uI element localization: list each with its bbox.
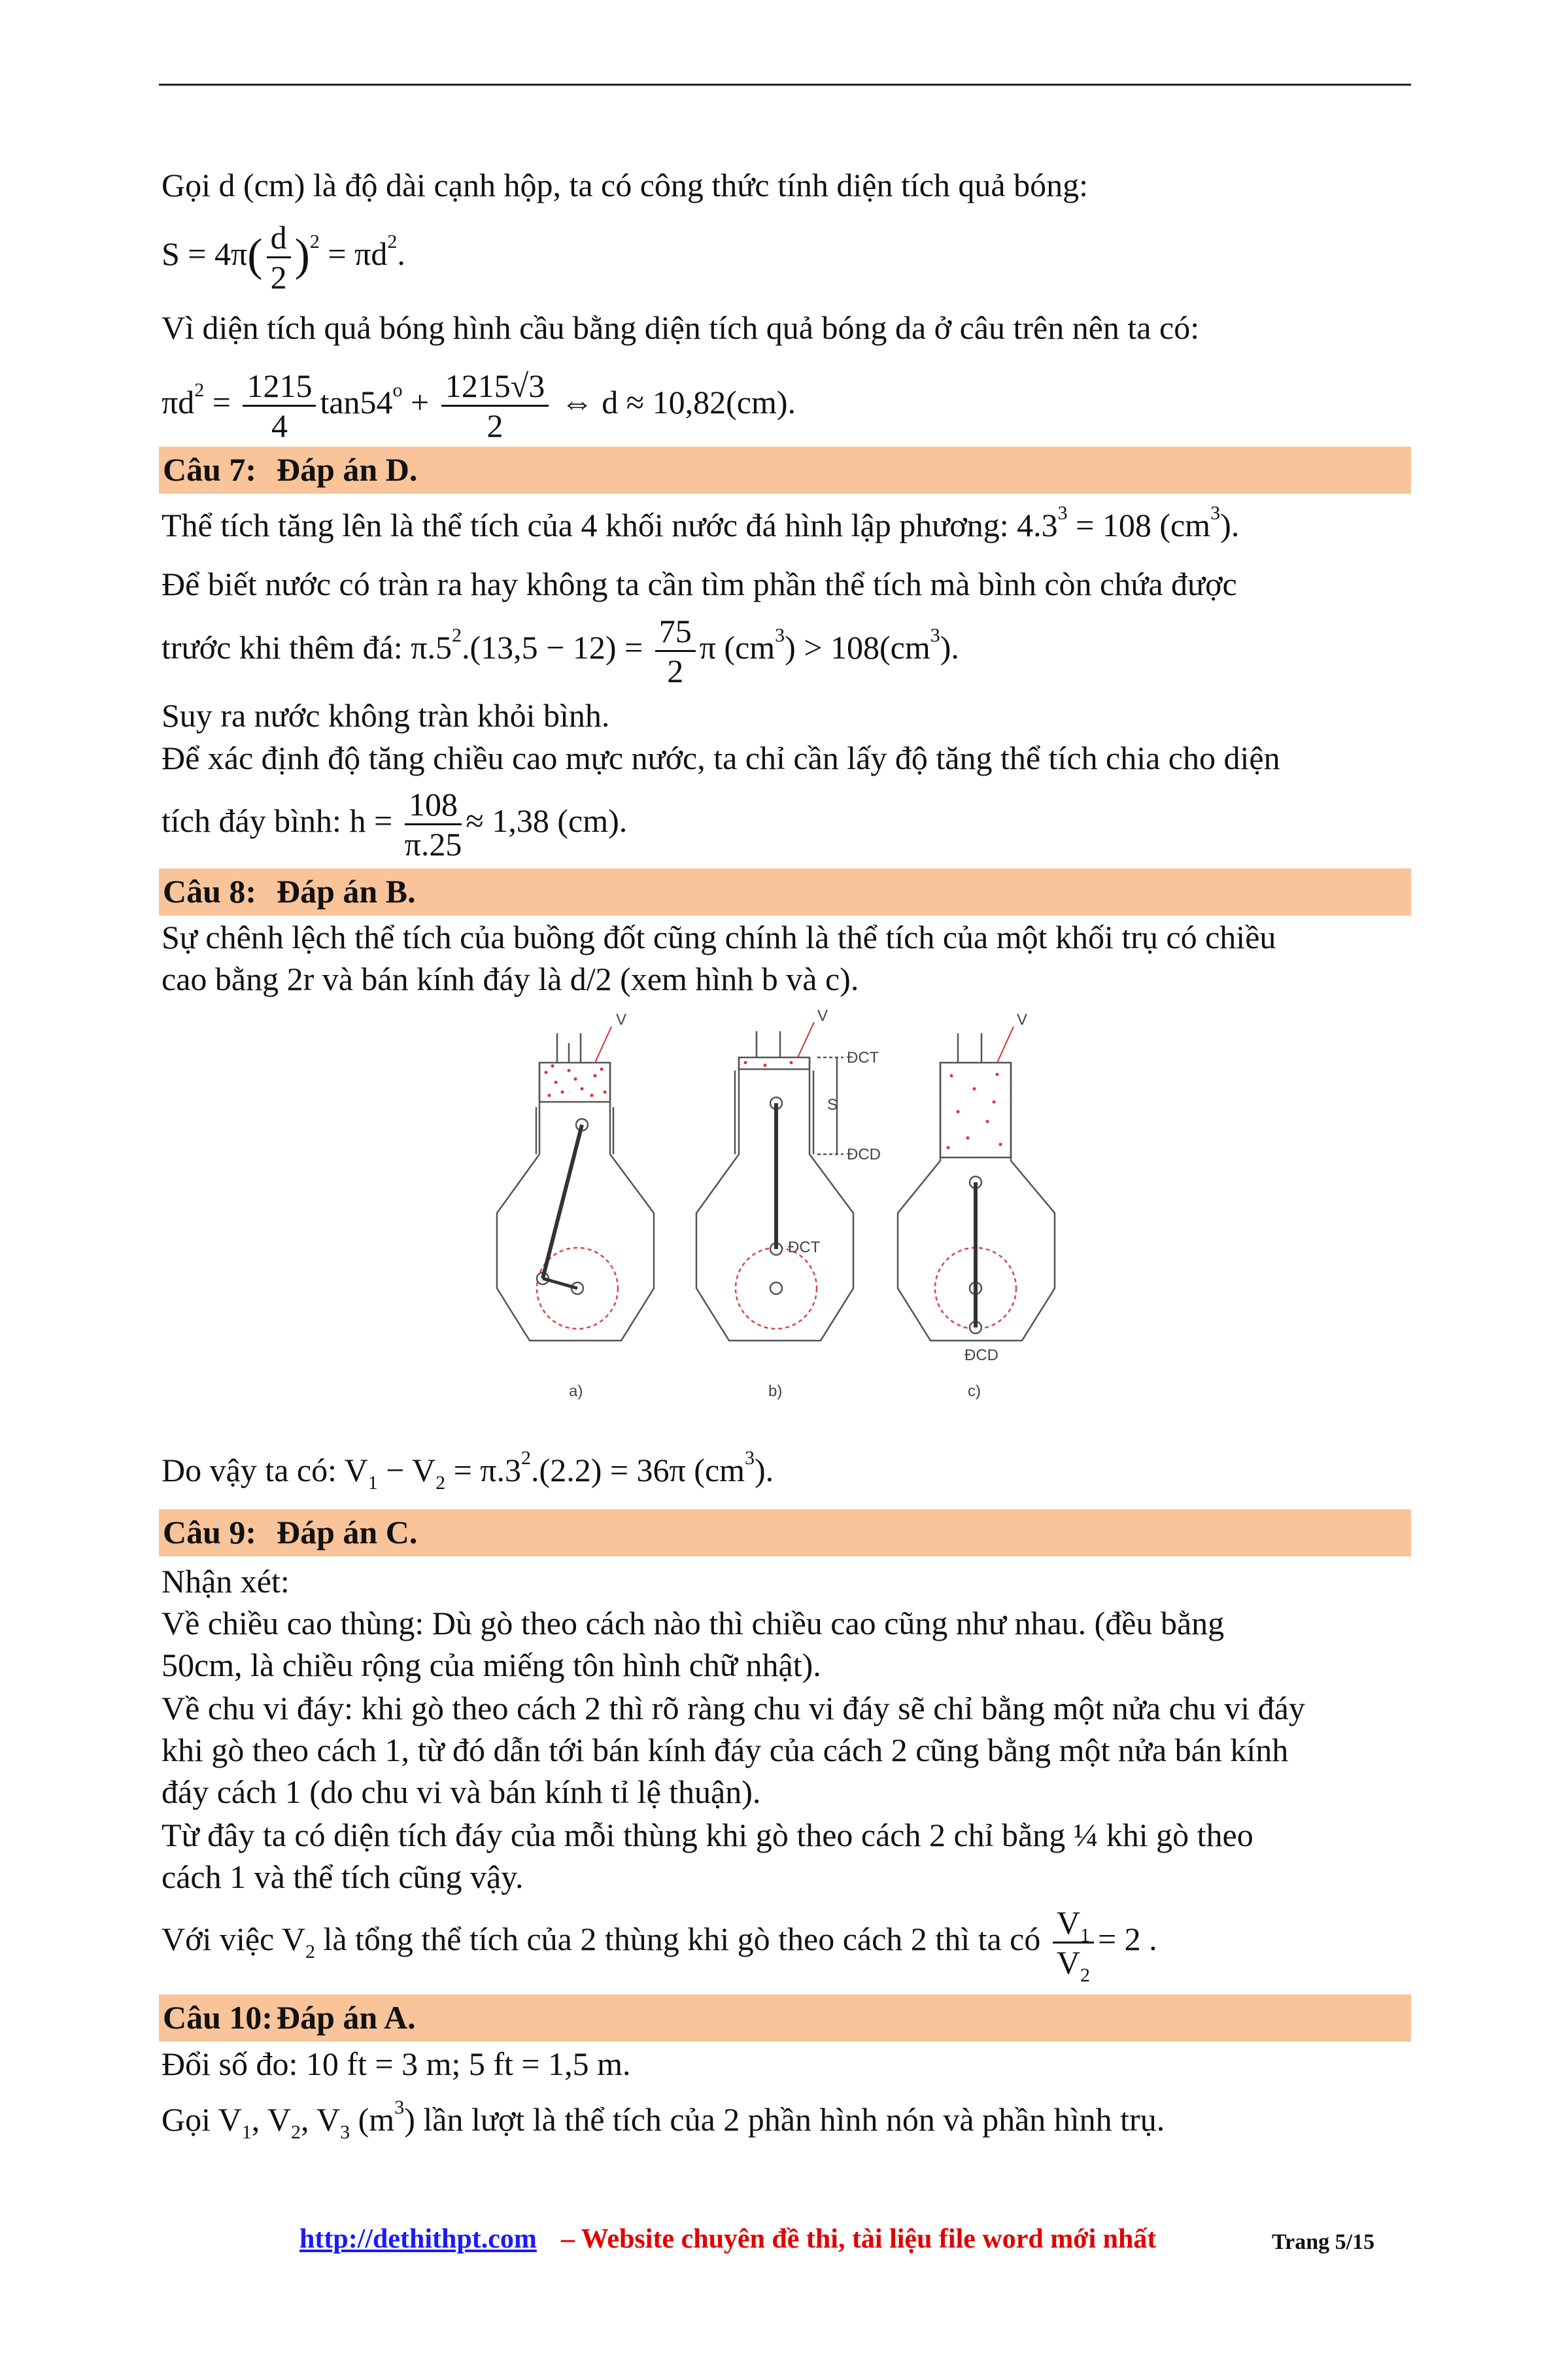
c10-l2-d: , V <box>300 2101 341 2138</box>
formula-d-f1-den: 4 <box>271 407 288 445</box>
figure-label-c: c) <box>968 1382 981 1400</box>
figure-dct-label: ĐCT <box>788 1239 821 1256</box>
c10-l2-s1: 1 <box>241 2121 252 2143</box>
c7-l6-num: 108 <box>405 785 462 825</box>
c7-line1: Thể tích tăng lên là thể tích của 4 khối nước đá hình lập phương: $4.3^3 = 108$ $(cm^3)$. <box>162 502 1240 543</box>
cau8-label: Câu 8: <box>163 873 257 910</box>
c10-line1: Đổi số đo: 10 ft = 3 m; 5 ft = 1,5 m. <box>162 2046 631 2082</box>
c7-l3-c: .(13,5 − 12) = <box>461 629 643 666</box>
cau7-header <box>159 447 1411 494</box>
c7-l1-end: ). <box>1220 507 1240 543</box>
page-number: Trang 5/15 <box>1272 2230 1375 2254</box>
formula-s-rhs-pow: 2 <box>387 231 398 252</box>
formula-d-deg: o <box>392 379 403 401</box>
formula-s: S = 4π( $\frac{d}{2}$ )$^2 = \pi d^2$. <box>162 219 405 296</box>
engine-c <box>898 1027 1055 1341</box>
cau9-header <box>159 1509 1411 1556</box>
figure-v-c: V <box>1017 1011 1028 1029</box>
cau8-answer: Đáp án B. <box>277 873 416 910</box>
cau10-answer: Đáp án A. <box>277 1999 416 2036</box>
formula-d <box>162 356 796 448</box>
c9-line8: cách 1 và thể tích cũng vậy. <box>162 1859 524 1895</box>
figure-v-a: V <box>616 1011 627 1029</box>
c9-l9-den: V <box>1056 1944 1080 1981</box>
figure-label-a: a) <box>569 1382 583 1400</box>
footer-link[interactable]: http://dethithpt.com <box>299 2224 537 2254</box>
formula-s-num: d <box>267 218 291 258</box>
c8-l3-b-sub: 1 <box>367 1472 378 1494</box>
footer-tagline: – Website chuyên đề thi, tài liệu file word mới nhất <box>561 2224 1157 2254</box>
c9-line6: đáy cách 1 (do chu vi và bán kính tỉ lệ thuận). <box>162 1773 761 1810</box>
c9-line9 <box>162 1893 1157 1985</box>
c7-l6-a: tích đáy bình: <box>162 802 341 839</box>
c8-l3-c-sub: 2 <box>435 1472 446 1494</box>
c9-line7: Từ đây ta có diện tích đáy của mỗi thùng khi gò theo cách 2 chỉ bằng ¼ khi gò theo <box>162 1817 1253 1853</box>
cau10-label: Câu 10: <box>163 1999 273 2036</box>
c7-l1-rest: = 108 (cm <box>1067 507 1211 543</box>
c7-l3-d: π (cm <box>699 629 775 666</box>
formula-d-plus: + <box>411 384 430 420</box>
c7-l1-math: 4.3 <box>1017 507 1058 543</box>
c8-l3-e-pow: 3 <box>745 1447 755 1469</box>
figure-dcd-mark: ĐCD <box>847 1146 881 1163</box>
c8-line2: cao bằng 2r và bán kính đáy là d/2 (xem hình b và c). <box>162 961 859 997</box>
engine-body-a <box>497 1063 654 1341</box>
cau7-answer: Đáp án D. <box>277 451 418 488</box>
c7-l6-den: π.25 <box>404 826 462 863</box>
cau7-label: Câu 7: <box>163 451 257 488</box>
c10-line2 <box>162 2097 1165 2143</box>
figure-s: S <box>827 1096 838 1114</box>
c7-l3-den: 2 <box>667 653 684 690</box>
c8-line1: Sự chênh lệch thể tích của buồng đốt cũng chính là thể tích của một khối trụ có chiều <box>162 919 1276 955</box>
c8-l3-b: V <box>344 1452 368 1488</box>
engine-b <box>696 1022 853 1341</box>
formula-d-lhs-pow: 2 <box>194 379 205 401</box>
c9-l9-den-sub: 2 <box>1080 1964 1090 1987</box>
engine-diagram <box>471 997 1099 1416</box>
figure-dct-top: ĐCT <box>847 1049 879 1067</box>
c9-l9-b: V <box>281 1921 305 1957</box>
c10-l2-b: V <box>218 2101 242 2138</box>
c7-l3-e: ) > 108(cm <box>785 629 930 666</box>
c8-l3-d: = π.3 <box>445 1452 522 1488</box>
formula-s-end: . <box>397 235 405 272</box>
formula-s-lhs: S = 4π <box>162 235 248 272</box>
formula-s-den: 2 <box>270 259 287 296</box>
c9-l9-a: Với việc <box>162 1921 275 1957</box>
c9-l9-b-sub: 2 <box>305 1941 315 1962</box>
c10-l2-g: lần lượt là thể tích của 2 phần hình nón và phần hình trụ. <box>423 2101 1165 2138</box>
c9-l9-d: = 2 . <box>1097 1921 1157 1957</box>
c8-line3 <box>162 1447 774 1494</box>
formula-d-f1-num: 1215 <box>243 367 316 407</box>
c7-l3-b: π.5 <box>411 629 452 666</box>
formula-d-rhs: ⇔ d ≈ 10,82(cm). <box>560 384 796 420</box>
c7-l6-c: ≈ 1,38 (cm). <box>466 802 628 839</box>
c8-l3-a: Do vậy ta có: <box>162 1452 337 1488</box>
c7-line3: trước khi thêm đá: $\pi.5^2.(13,5 - 12)$ = $\frac{75}{2}$ π $(cm^3) > 108(cm^3)$. <box>162 613 959 690</box>
c7-line4: Suy ra nước không tràn khỏi bình. <box>162 697 610 734</box>
formula-d-eq: = <box>212 384 231 420</box>
c10-l2-s3: 3 <box>340 2121 350 2143</box>
c10-l2-c: , V <box>251 2101 291 2138</box>
c7-l1-pow: 3 <box>1057 502 1068 524</box>
c7-l3-num: 75 <box>655 612 696 652</box>
c8-l3-f: ). <box>755 1452 774 1488</box>
cau9-answer: Đáp án C. <box>277 1514 418 1550</box>
c10-l2-s2: 2 <box>290 2121 301 2143</box>
piston-b <box>739 1057 810 1069</box>
c9-line5: khi gò theo cách 1, từ đó dẫn tới bán kính đáy của cách 2 cũng bằng một nửa bán kính <box>162 1732 1289 1768</box>
c9-l9-num: V <box>1056 1904 1080 1942</box>
c9-l9-num-sub: 1 <box>1080 1925 1090 1947</box>
c10-l2-e: (m <box>350 2101 395 2138</box>
intro-line: Gọi d (cm) là độ dài cạnh hộp, ta có công thức tính diện tích quả bóng: <box>162 167 1089 203</box>
cau8-header <box>159 868 1411 916</box>
c9-line1: Nhận xét: <box>162 1563 290 1600</box>
c7-l1-text: Thể tích tăng lên là thể tích của 4 khối nước đá hình lập phương: <box>162 507 1009 543</box>
c7-line2: Để biết nước có tràn ra hay không ta cần tìm phần thể tích mà bình còn chứa được <box>162 566 1237 602</box>
c7-line5: Để xác định độ tăng chiều cao mực nước, ta chỉ cần lấy độ tăng thể tích chia cho diện <box>162 740 1280 776</box>
c9-l9-c: là tổng thể tích của 2 thùng khi gò theo cách 2 thì ta có <box>323 1921 1041 1957</box>
c8-l3-d-pow: 2 <box>521 1447 532 1469</box>
figure-label-b: b) <box>768 1382 783 1400</box>
c7-line6 <box>162 775 627 866</box>
cau9-label: Câu 9: <box>163 1514 257 1550</box>
formula-d-f2-num: 1215√3 <box>441 367 549 407</box>
c10-l2-f: ) <box>404 2101 415 2138</box>
c8-l3-e: .(2.2) = 36π (cm <box>531 1452 745 1488</box>
c10-l2-a: Gọi <box>162 2101 211 2138</box>
c9-line3: 50cm, là chiều rộng của miếng tôn hình chữ nhật). <box>162 1647 821 1683</box>
engine-a <box>497 1027 654 1341</box>
formula-d-f2-den: 2 <box>486 407 503 445</box>
c7-l6-b: h = <box>349 802 393 839</box>
figure-v-b: V <box>817 1007 828 1025</box>
c10-l2-pow: 3 <box>394 2097 405 2118</box>
c9-line4: Về chu vi đáy: khi gò theo cách 2 thì rõ ràng chu vi đáy sẽ chỉ bằng một nửa chu vi đáy <box>162 1690 1305 1726</box>
header-rule <box>159 84 1411 86</box>
c7-l3-f: ). <box>940 629 959 666</box>
cau10-header <box>159 1995 1411 2042</box>
c8-l3-c: − V <box>377 1452 436 1488</box>
formula-s-pow: 2 <box>309 231 320 252</box>
c9-line2: Về chiều cao thùng: Dù gò theo cách nào thì chiều cao cũng như nhau. (đều bằng <box>162 1605 1225 1641</box>
c7-l3-a: trước khi thêm đá: <box>162 629 403 666</box>
formula-d-lhs: πd <box>162 384 195 420</box>
formula-d-tan: tan54 <box>320 384 393 420</box>
formula-s-rhs: = πd <box>328 235 388 272</box>
figure-dcd-label: ĐCD <box>964 1346 998 1364</box>
line-vi: Vì diện tích quả bóng hình cầu bằng diện tích quả bóng da ở câu trên nên ta có: <box>162 309 1200 346</box>
